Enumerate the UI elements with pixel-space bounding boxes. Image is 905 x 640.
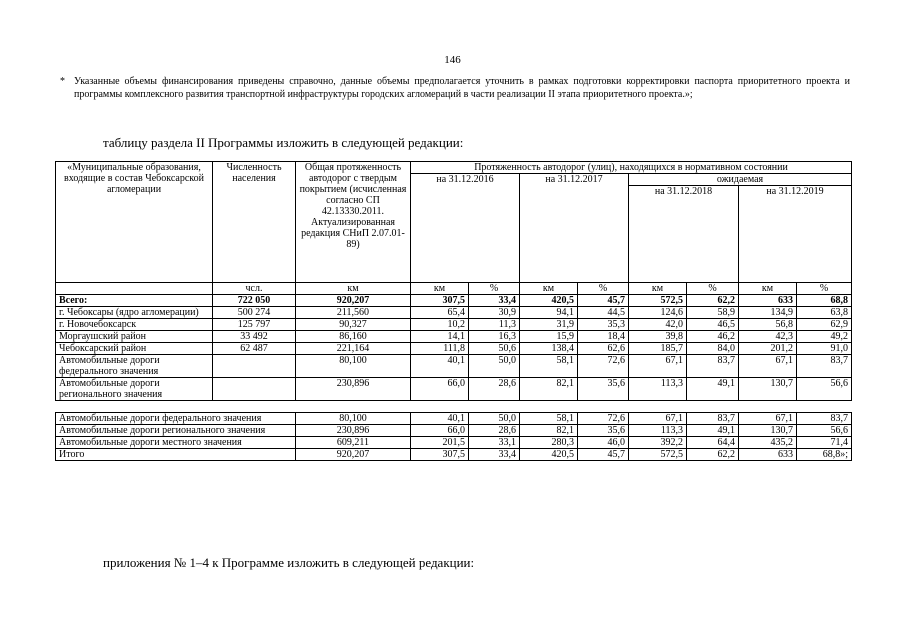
row-name: Автомобильные дороги федерального значения (56, 355, 213, 378)
table-row (56, 437, 852, 449)
table-cell: 10,2 (411, 319, 469, 331)
table-cell: 392,2 (629, 437, 687, 449)
unit-cell: % (469, 283, 520, 295)
table-cell: 49,2 (797, 331, 852, 343)
table-cell: 90,327 (296, 319, 411, 331)
table-cell: 45,7 (578, 295, 629, 307)
table-cell: 307,5 (411, 295, 469, 307)
table-spacer (56, 401, 852, 413)
table-cell: 82,1 (520, 425, 578, 437)
header-date-2018: на 31.12.2018 (629, 186, 739, 283)
table-cell: 63,8 (797, 307, 852, 319)
table-cell: 113,3 (629, 378, 687, 401)
table-cell: 33,4 (469, 449, 520, 461)
table-cell: 50,0 (469, 413, 520, 425)
page-number: 146 (444, 54, 461, 66)
footnote (60, 75, 850, 101)
header-date-2017: на 31.12.2017 (520, 174, 629, 283)
table-cell: 46,0 (578, 437, 629, 449)
table-cell: 138,4 (520, 343, 578, 355)
header-population: Численность населения (213, 162, 296, 283)
table-cell: 609,211 (296, 437, 411, 449)
table-cell: 42,0 (629, 319, 687, 331)
row-name: Автомобильные дороги местного значения (56, 437, 296, 449)
row-name: Автомобильные дороги регионального значения (56, 378, 213, 401)
table-cell: 68,8 (797, 295, 852, 307)
table-row (56, 295, 852, 307)
table-cell: 15,9 (520, 331, 578, 343)
table-cell: 45,7 (578, 449, 629, 461)
table-cell: 33 492 (213, 331, 296, 343)
table-cell: 35,6 (578, 378, 629, 401)
table-cell: 307,5 (411, 449, 469, 461)
header-expected: ожидаемая (629, 174, 852, 186)
table-cell: 72,6 (578, 413, 629, 425)
table-cell: 67,1 (629, 413, 687, 425)
table-row (56, 355, 852, 378)
roads-table (55, 161, 852, 461)
table-cell: 58,1 (520, 413, 578, 425)
table-cell: 80,100 (296, 413, 411, 425)
table-cell: 58,9 (687, 307, 739, 319)
table-cell: 49,1 (687, 378, 739, 401)
unit-cell: км (629, 283, 687, 295)
row-name: Всего: (56, 295, 213, 307)
table-cell: 46,2 (687, 331, 739, 343)
table-cell: 67,1 (739, 355, 797, 378)
table-cell (213, 378, 296, 401)
table-cell: 130,7 (739, 378, 797, 401)
table-cell: 49,1 (687, 425, 739, 437)
table-cell: 83,7 (797, 413, 852, 425)
table-cell: 124,6 (629, 307, 687, 319)
table-cell: 280,3 (520, 437, 578, 449)
table-row (56, 413, 852, 425)
row-name: Автомобильные дороги регионального значения (56, 425, 296, 437)
table-cell: 64,4 (687, 437, 739, 449)
table-cell: 920,207 (296, 449, 411, 461)
row-name: Автомобильные дороги федерального значения (56, 413, 296, 425)
table-cell: 572,5 (629, 449, 687, 461)
table-cell: 68,8»; (797, 449, 852, 461)
table-cell: 35,6 (578, 425, 629, 437)
header-normative: Протяженность автодорог (улиц), находящихся в нормативном состоянии (411, 162, 852, 174)
table-cell: 50,0 (469, 355, 520, 378)
table-row (56, 425, 852, 437)
table-cell: 211,560 (296, 307, 411, 319)
row-name: Чебоксарский район (56, 343, 213, 355)
table-cell: 18,4 (578, 331, 629, 343)
table-cell: 16,3 (469, 331, 520, 343)
table-cell: 31,9 (520, 319, 578, 331)
table-cell: 86,160 (296, 331, 411, 343)
table-cell: 71,4 (797, 437, 852, 449)
row-name: Итого (56, 449, 296, 461)
row-name: Моргаушский район (56, 331, 213, 343)
table-cell: 83,7 (797, 355, 852, 378)
outro-text: приложения № 1–4 к Программе изложить в следующей редакции: (103, 555, 475, 570)
table-cell: 39,8 (629, 331, 687, 343)
table-cell: 40,1 (411, 355, 469, 378)
header-row-1 (56, 162, 852, 174)
table-cell: 221,164 (296, 343, 411, 355)
table-cell: 125 797 (213, 319, 296, 331)
table-row (56, 307, 852, 319)
unit-cell: км (296, 283, 411, 295)
table-cell: 113,3 (629, 425, 687, 437)
table-cell: 11,3 (469, 319, 520, 331)
row-name: г. Чебоксары (ядро агломерации) (56, 307, 213, 319)
table-cell: 28,6 (469, 378, 520, 401)
table-row (56, 378, 852, 401)
table-cell: 46,5 (687, 319, 739, 331)
table-cell: 30,9 (469, 307, 520, 319)
table-cell: 230,896 (296, 425, 411, 437)
table-row (56, 331, 852, 343)
table-cell: 91,0 (797, 343, 852, 355)
unit-cell: км (739, 283, 797, 295)
units-row (56, 283, 852, 295)
table-row (56, 449, 852, 461)
table-cell: 56,8 (739, 319, 797, 331)
header-date-2019: на 31.12.2019 (739, 186, 852, 283)
table-cell: 633 (739, 295, 797, 307)
table-cell: 56,6 (797, 378, 852, 401)
table-cell: 33,4 (469, 295, 520, 307)
table-cell: 40,1 (411, 413, 469, 425)
table-cell: 65,4 (411, 307, 469, 319)
table-cell: 44,5 (578, 307, 629, 319)
table-cell: 84,0 (687, 343, 739, 355)
table-cell: 56,6 (797, 425, 852, 437)
table-cell: 83,7 (687, 413, 739, 425)
table-row (56, 319, 852, 331)
table-cell: 185,7 (629, 343, 687, 355)
footnote-text: Указанные объемы финансирования приведены справочно, данные объемы предполагается уточнить в рамках подготовки корректировки паспорта приоритетного проекта и программы комплексного развития транспортной инфраструктуры городских агломераций в части реализации II этапа приоритетного проекта.»; (74, 76, 850, 100)
table-cell: 82,1 (520, 378, 578, 401)
table-cell: 58,1 (520, 355, 578, 378)
table-cell: 435,2 (739, 437, 797, 449)
table-cell: 201,5 (411, 437, 469, 449)
table-cell: 33,1 (469, 437, 520, 449)
table-cell: 66,0 (411, 425, 469, 437)
table-cell: 66,0 (411, 378, 469, 401)
table-cell: 420,5 (520, 449, 578, 461)
table-cell: 62,9 (797, 319, 852, 331)
footnote-marker: * (60, 76, 65, 87)
table-cell: 67,1 (629, 355, 687, 378)
table-cell: 722 050 (213, 295, 296, 307)
table-cell: 920,207 (296, 295, 411, 307)
row-name: г. Новочебоксарск (56, 319, 213, 331)
table-cell: 420,5 (520, 295, 578, 307)
unit-cell: км (411, 283, 469, 295)
table-cell: 62,2 (687, 295, 739, 307)
table-cell: 72,6 (578, 355, 629, 378)
table-cell: 62,6 (578, 343, 629, 355)
table-cell: 134,9 (739, 307, 797, 319)
table-cell: 80,100 (296, 355, 411, 378)
table-cell (213, 355, 296, 378)
unit-cell: % (687, 283, 739, 295)
table-cell: 94,1 (520, 307, 578, 319)
table-cell: 67,1 (739, 413, 797, 425)
table-cell: 62,2 (687, 449, 739, 461)
unit-cell: % (797, 283, 852, 295)
table-cell: 130,7 (739, 425, 797, 437)
table-cell: 28,6 (469, 425, 520, 437)
unit-cell: км (520, 283, 578, 295)
table-cell: 62 487 (213, 343, 296, 355)
header-municipal: «Муниципальные образования, входящие в состав Чебоксарской агломерации (56, 162, 213, 283)
table-cell: 633 (739, 449, 797, 461)
unit-cell: чсл. (213, 283, 296, 295)
header-length: Общая протяженность автодорог с твердым покрытием (исчисленная согласно СП 42.13330.2011. Актуализированная редакция СНиП 2.07.01-89) (296, 162, 411, 283)
unit-cell: % (578, 283, 629, 295)
table-cell: 42,3 (739, 331, 797, 343)
table-cell: 572,5 (629, 295, 687, 307)
units-blank (56, 283, 213, 295)
table-cell: 201,2 (739, 343, 797, 355)
table-cell: 230,896 (296, 378, 411, 401)
table-cell: 83,7 (687, 355, 739, 378)
table-cell: 50,6 (469, 343, 520, 355)
header-date-2016: на 31.12.2016 (411, 174, 520, 283)
intro-text: таблицу раздела II Программы изложить в следующей редакции: (103, 135, 464, 150)
table-cell: 500 274 (213, 307, 296, 319)
table-cell: 35,3 (578, 319, 629, 331)
table-row (56, 343, 852, 355)
table-cell: 14,1 (411, 331, 469, 343)
spacer-cell (56, 401, 852, 413)
table-cell: 111,8 (411, 343, 469, 355)
